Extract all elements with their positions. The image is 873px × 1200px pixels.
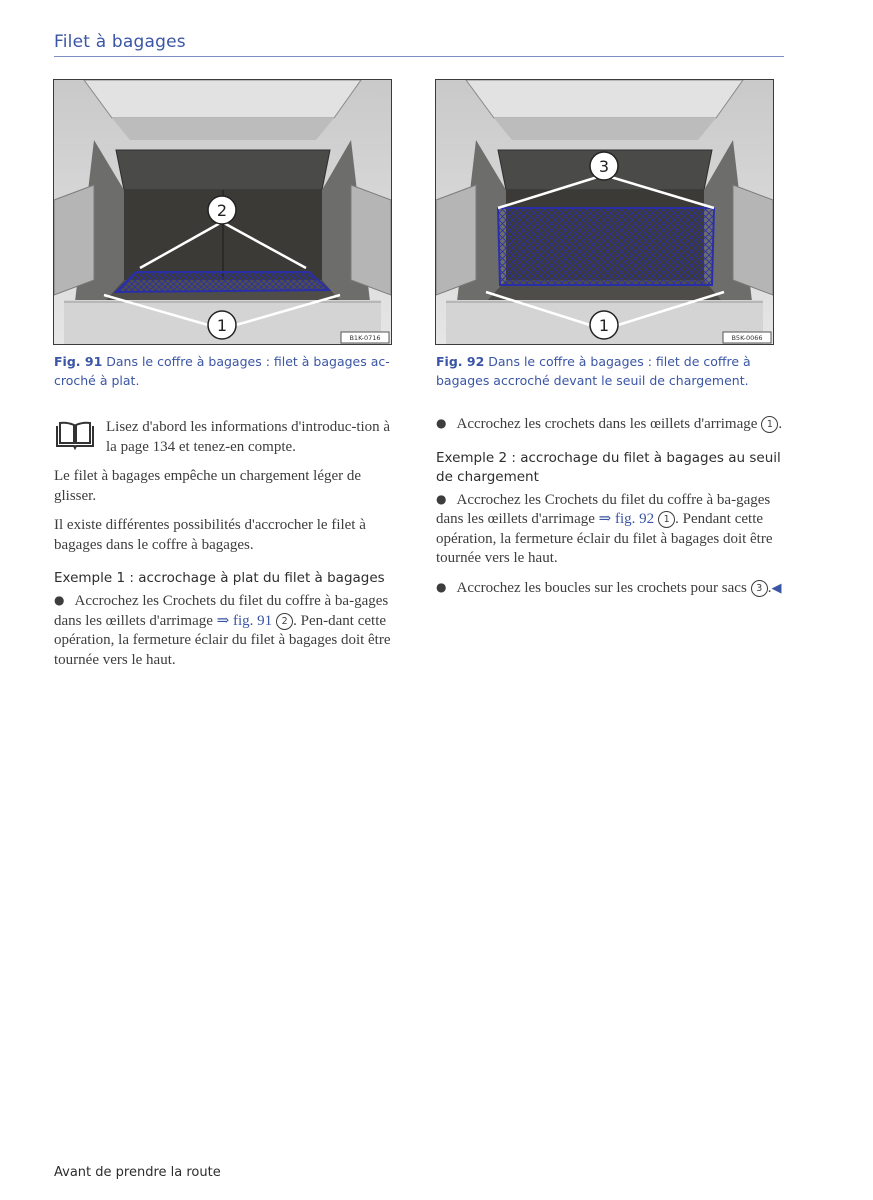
figure-92-callout-1: 1 — [598, 316, 610, 335]
left-column — [54, 418, 404, 680]
right-column — [436, 415, 786, 608]
figure-91-callout-1: 1 — [216, 316, 228, 335]
bullet-text-b: . — [778, 416, 783, 432]
paragraph-2: Il existe différentes possibilités d'accrocher le filet à bagages dans le coffre à bagages. — [54, 517, 366, 553]
figure-92-callout-3: 3 — [598, 157, 610, 176]
figure-92-label: Fig. 92 — [436, 354, 485, 369]
paragraph-1: Le filet à bagages empêche un chargement léger de glisser. — [54, 468, 362, 504]
example-2-heading: Exemple 2 : accrochage du filet à bagages au seuil de chargement — [436, 449, 781, 485]
page-title: Filet à bagages — [54, 32, 186, 52]
example-1-heading: Exemple 1 : accrochage à plat du filet à bagages — [54, 570, 385, 586]
fig-91-link[interactable]: ⇒ fig. 91 — [216, 612, 273, 629]
figure-91-callout-2: 2 — [216, 201, 228, 220]
bullet-dot: ● — [436, 491, 447, 506]
bullet-text-b: . Pen-dant cette opération, la fermeture éclair du filet à bagages doit être tournée vers le haut. — [54, 612, 391, 668]
fig-92-link[interactable]: ⇒ fig. 92 — [598, 511, 655, 527]
callout-ref-1: 1 — [658, 511, 675, 528]
bullet-dot: ● — [436, 579, 447, 594]
intro-paragraph — [54, 418, 404, 457]
figure-91-caption-text: Dans le coffre à bagages : filet à bagages ac-croché à plat. — [54, 354, 390, 388]
bullet-dot: ● — [54, 593, 65, 607]
bullet-text-b: . — [767, 579, 772, 596]
figure-92-caption-text: Dans le coffre à bagages : filet de coffre à bagages accroché devant le seuil de chargement. — [436, 354, 751, 388]
example-1-bullet — [54, 592, 404, 670]
figure-91-image — [53, 79, 392, 345]
bullet-text-a: Accrochez les Crochets du filet du coffre à ba-gages dans les œillets d'arrimage — [54, 593, 389, 629]
figure-91-label: Fig. 91 — [54, 354, 103, 369]
page-footer: Avant de prendre la route — [54, 1165, 221, 1180]
example-2-bullet-1 — [436, 491, 786, 569]
callout-ref-3: 3 — [751, 580, 768, 597]
callout-ref-1: 1 — [761, 416, 778, 433]
bullet-text-a: Accrochez les crochets dans les œillets d'arrimage — [456, 416, 758, 432]
bullet-text-a: Accrochez les Crochets du filet du coffre à ba-gages dans les œillets d'arrimage — [436, 491, 771, 527]
header-divider — [54, 56, 784, 57]
intro-text: Lisez d'abord les informations d'introduc-tion à la page 134 et tenez-en compte. — [106, 419, 391, 455]
bullet-dot: ● — [436, 416, 447, 430]
book-icon — [54, 420, 96, 450]
bullet-text-a: Accrochez les boucles sur les crochets pour sacs — [456, 579, 747, 596]
bullet-text-b: . Pendant cette opération, la fermeture éclair du filet à bagages doit être tournée vers le haut. — [436, 511, 773, 566]
hook-bullet — [436, 415, 786, 435]
callout-ref-2: 2 — [276, 613, 293, 630]
figure-91-code: B1K-0716 — [349, 334, 381, 342]
section-end-icon: ◀ — [771, 580, 782, 596]
figure-91-caption — [54, 352, 394, 390]
figure-92-code: B5K-0066 — [731, 334, 763, 342]
figure-92-image — [435, 79, 774, 345]
figure-92-caption — [436, 352, 776, 390]
example-2-bullet-2 — [436, 579, 786, 599]
